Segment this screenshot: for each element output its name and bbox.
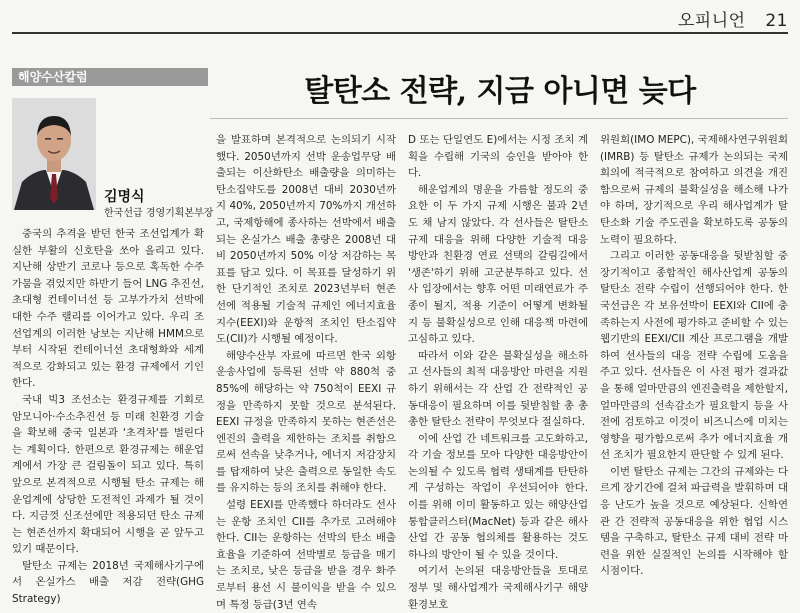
paragraph: 그리고 이러한 공동대응을 뒷받침할 중장기적이고 종합적인 해사산업계 공동의 탈탄소 전략 수립이 선행되어야 한다. 한국선급은 각 보유선박이 EEXI와 CII에 충족하는지 사전에 평가하고 준비할 수 있는 웹기반의 EEXI/CII 계산 프로그램을 개발하여 선사들의 대응 전략 수립에 도움을 주고 있다. 선사들은 이 사전 평가 결과값을 통해 얼마만큼의 엔진출력을 제한할지, 얼마만큼의 선속감소가 필요할지 등을 사전에 검토하고 이것이 비즈니스에 미치는 영향을 평가함으로써 추가 에너지효율 개선 조치가 필요한지 판단할 수 있게 된다. [600,250,788,462]
paragraph: 국내 빅3 조선소는 환경규제를 기회로 암모니아·수소추진선 등 미래 친환경 기술을 확보해 중국 일본과 '초격차'를 벌린다는 계획이다. 한편으로 환경규제는 해운업계에서 가장 큰 걸림돌이 되고 있다. 특히 앞으로 본격적으로 시행될 탄소 규제는 해운업계에 상당한 도전적인 과제가 될 것이다. 지금껏 신조선에만 적용되던 탄소 규제는 현존선까지 확대되어 시행을 곧 앞두고 있기 때문이다. [12,393,204,556]
paragraph: 여기서 논의된 대응방안들을 토대로 정부 및 해사업계가 국제해사기구 해양환경보호 [408,565,588,611]
body-column-4 [600,132,788,578]
paragraph: 따라서 이와 같은 불확실성을 해소하고 선사들의 최적 대응방안 마련을 지원하기 위해서는 각 산업 간 전략적인 공동대응이 필요하며 이를 뒷받침할 총 총총한 탈탄소 전략이 무엇보다 절실하다. [408,349,588,429]
paragraph: 탈탄소 규제는 2018년 국제해사기구에서 온실가스 배출 저감 전략(GHG Strategy) [12,559,204,606]
paragraph: 이번 탈탄소 규제는 그간의 규제와는 다르게 장기간에 걸쳐 파급력을 발휘하며 대응 난도가 높을 것으로 예상된다. 신학연관 간 전략적 공동대응을 위한 협업 시스템을 구축하고, 탈탄소 규제 대비 전략 마련을 위한 실질적인 논의를 시작해야 할 시점이다. [600,465,788,578]
body-column-2 [216,132,396,611]
column-label: 해양수산칼럼 [12,68,208,86]
page-header [0,0,800,40]
section-title [678,6,788,31]
page-number: 21 [765,11,788,31]
author-portrait [12,98,96,210]
paragraph: D 또는 단일연도 E)에서는 시정 조치 계획을 수립해 기국의 승인을 받아야 한다. [408,134,588,180]
author-name: 김명식 [104,189,145,205]
paragraph: 위원회(IMO MEPC), 국제해사연구위원회(IMRB) 등 탈탄소 규제가 논의되는 국제회의에 적극적으로 참여하고 의견을 개진함으로써 규제의 불확실성을 해소해 나가야 하며, 장기적으로 우리 해사업계가 탈탄소화 기술 주도권을 확보하도록 공동의 노력이 필요하다. [600,134,788,246]
author-title: 한국선급 경영기획본부장 [104,208,214,219]
paragraph: 을 발표하며 본격적으로 논의되기 시작했다. 2050년까지 선박 운송업무당 배출되는 이산화탄소 배출량을 의미하는 탄소집약도를 2008년 대비 2030년까지 40%, 2050년까지 70%까지 개선하고, 국제항해에 종사하는 선박에서 배출되는 온실가스 배출 총량은 2008년 대비 2050년까지 50% 이상 저감하는 목표를 담고 있다. 이 목표를 달성하기 위한 단기적인 조치로 2023년부터 현존선에 적용될 기술적 규제인 에너지효율지수(EEXI)와 운항적 조치인 탄소집약도(CII)가 시행될 예정이다. [216,134,396,346]
section-name: 오피니언 [677,11,746,31]
body-column-1 [12,226,204,606]
paragraph: 해운업계의 명운을 가름할 정도의 중요한 이 두 가지 규제 시행은 불과 2년도 채 남지 않았다. 각 선사들은 탈탄소 규제 대응을 위해 다양한 기술적 대응 방안과 친환경 연료 선택의 갈림길에서 '생존'하기 위해 고군분투하고 있다. 선사 입장에서는 향후 어떤 미래연료가 주종이 될지, 적용 기준이 어떻게 변화될지 등 불확실성으로 인해 대응책 마련에 고심하고 있다. [408,183,588,346]
paragraph: 설령 EEXI를 만족했다 하더라도 선사는 운항 조치인 CII를 추가로 고려해야 한다. CII는 운항하는 선박의 탄소 배출 효율을 기준하여 선박별로 등급을 매기는 조치로, 낮은 등급을 받을 경우 화주로부터 용선 시 불이익을 받을 수 있으며 특정 등급(3년 연속 [216,499,396,611]
paragraph: 이에 산업 간 네트워크를 고도화하고, 각 기술 정보를 모아 다양한 대응방안이 논의될 수 있도록 협력 생태계를 탄탄하게 구성하는 작업이 우선되어야 한다. 이를 위해 이미 활동하고 있는 해양산업통합클러스터(MacNet) 등과 같은 해사산업 간 공동 협의체를 활용하는 것도 하나의 방안이 될 수 있을 것이다. [408,432,588,561]
headline-rule [210,118,788,119]
headline: 탈탄소 전략, 지금 아니면 늦다 [304,74,696,109]
paragraph: 중국의 추격을 받던 한국 조선업계가 확실한 부활의 신호탄을 쏘아 올리고 있다. 지난해 상반기 코로나 등으로 혹독한 수주 가뭄을 겪었지만 하반기 들어 LNG 추진선, 초대형 컨테이너선 등 고부가가치 선박에 대한 수주 랠리를 이어가고 있다. 우리 조선업계의 이러한 낭보는 지난해 HMM으로부터 시작된 컨테이너선 초대형화와 세계적으로 강화되고 있는 환경 규제에서 기인한다. [12,228,204,390]
paragraph: 해양수산부 자료에 따르면 한국 외항운송사업에 등록된 선박 약 880척 중 85%에 해당하는 약 750척이 EEXI 규정을 만족하지 못할 것으로 분석된다. EEXI 규정을 만족하지 못하는 현존선은 엔진의 출력을 제한하는 조치를 취함으로써 선속을 낮추거나, 에너지 저감장치를 탑재하여 낮은 출력으로 동일한 속도를 유지하는 등의 조치를 취해야 한다. [216,349,396,495]
body-column-3 [408,132,588,611]
header-rule [12,32,788,34]
